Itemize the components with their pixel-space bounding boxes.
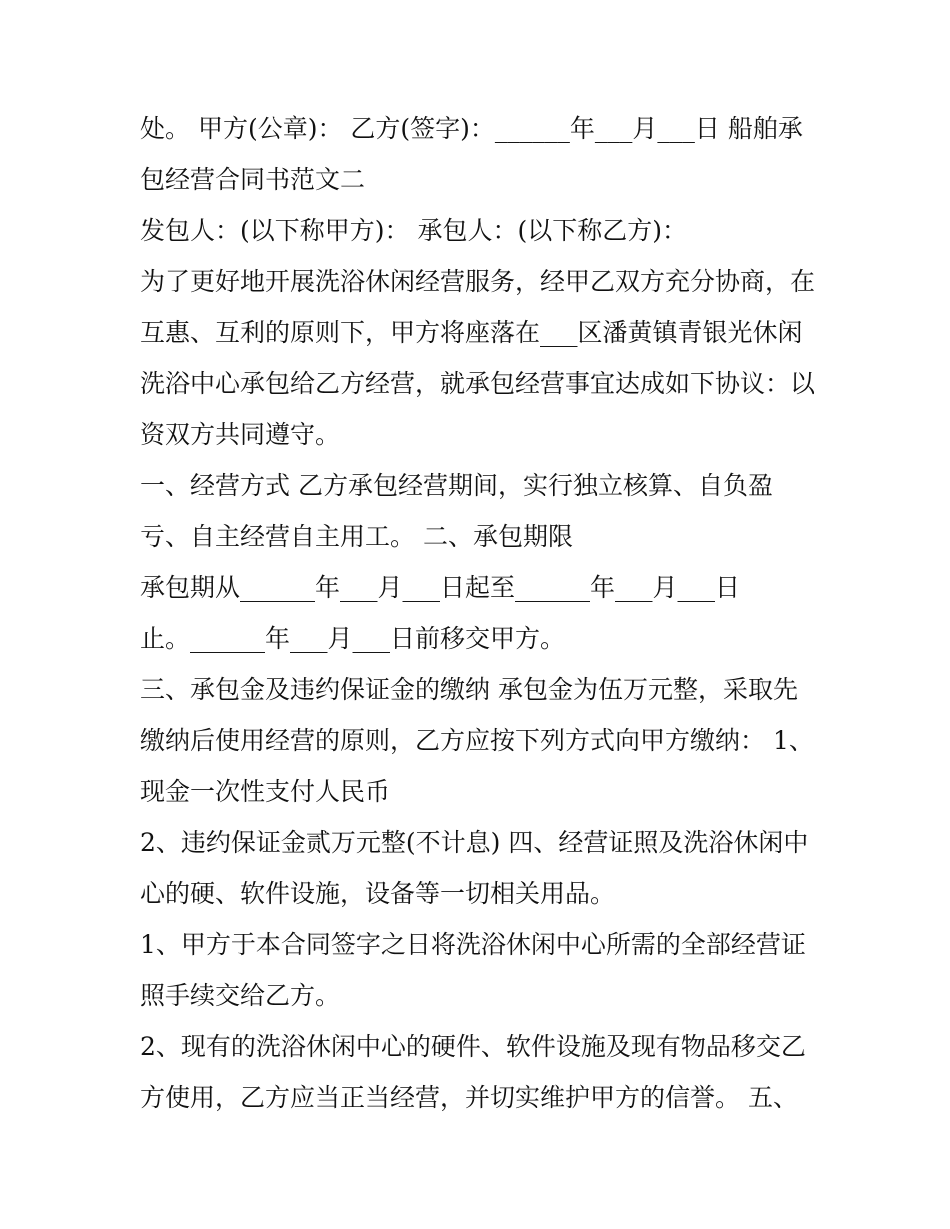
text-line-7: 资双方共同遵守。 <box>140 420 341 449</box>
text-line-15: 2、违约保证金贰万元整(不计息) 四、经营证照及洗浴休闲中 <box>140 828 809 857</box>
text-line-4: 为了更好地开展洗浴休闲经营服务，经甲乙双方充分协商，在 <box>140 267 816 296</box>
text-line-18: 照手续交给乙方。 <box>140 981 341 1010</box>
text-line-8: 一、经营方式 乙方承包经营期间，实行独立核算、自负盈 <box>140 471 773 500</box>
text-line-10: 承包期从______年___月___日起至______年___月___日 <box>140 573 741 602</box>
text-line-17: 1、甲方于本合同签字之日将洗浴休闲中心所需的全部经营证 <box>140 930 806 959</box>
text-line-6: 洗浴中心承包给乙方经营，就承包经营事宜达成如下协议：以 <box>140 369 816 398</box>
text-line-3: 发包人：(以下称甲方)： 承包人：(以下称乙方)： <box>140 216 687 245</box>
text-line-20: 方使用，乙方应当正当经营，并切实维护甲方的信誉。 五、 <box>140 1083 798 1112</box>
text-line-5: 互惠、互利的原则下，甲方将座落在___区潘黄镇青银光休闲 <box>140 318 803 347</box>
text-line-12: 三、承包金及违约保证金的缴纳 承包金为伍万元整，采取先 <box>140 675 798 704</box>
text-line-19: 2、现有的洗浴休闲中心的硬件、软件设施及现有物品移交乙 <box>140 1032 806 1061</box>
text-line-11: 止。______年___月___日前移交甲方。 <box>140 624 566 653</box>
text-line-9: 亏、自主经营自主用工。 二、承包期限 <box>140 522 573 551</box>
text-line-1: 处。 甲方(公章)： 乙方(签字)：______年___月___日 船舶承 <box>140 114 803 143</box>
text-line-2: 包经营合同书范文二 <box>140 165 366 194</box>
text-line-16: 心的硬、软件设施，设备等一切相关用品。 <box>140 879 616 908</box>
text-line-13: 缴纳后使用经营的原则，乙方应按下列方式向甲方缴纳： 1、 <box>140 726 814 755</box>
text-line-14: 现金一次性支付人民币 <box>140 777 391 806</box>
